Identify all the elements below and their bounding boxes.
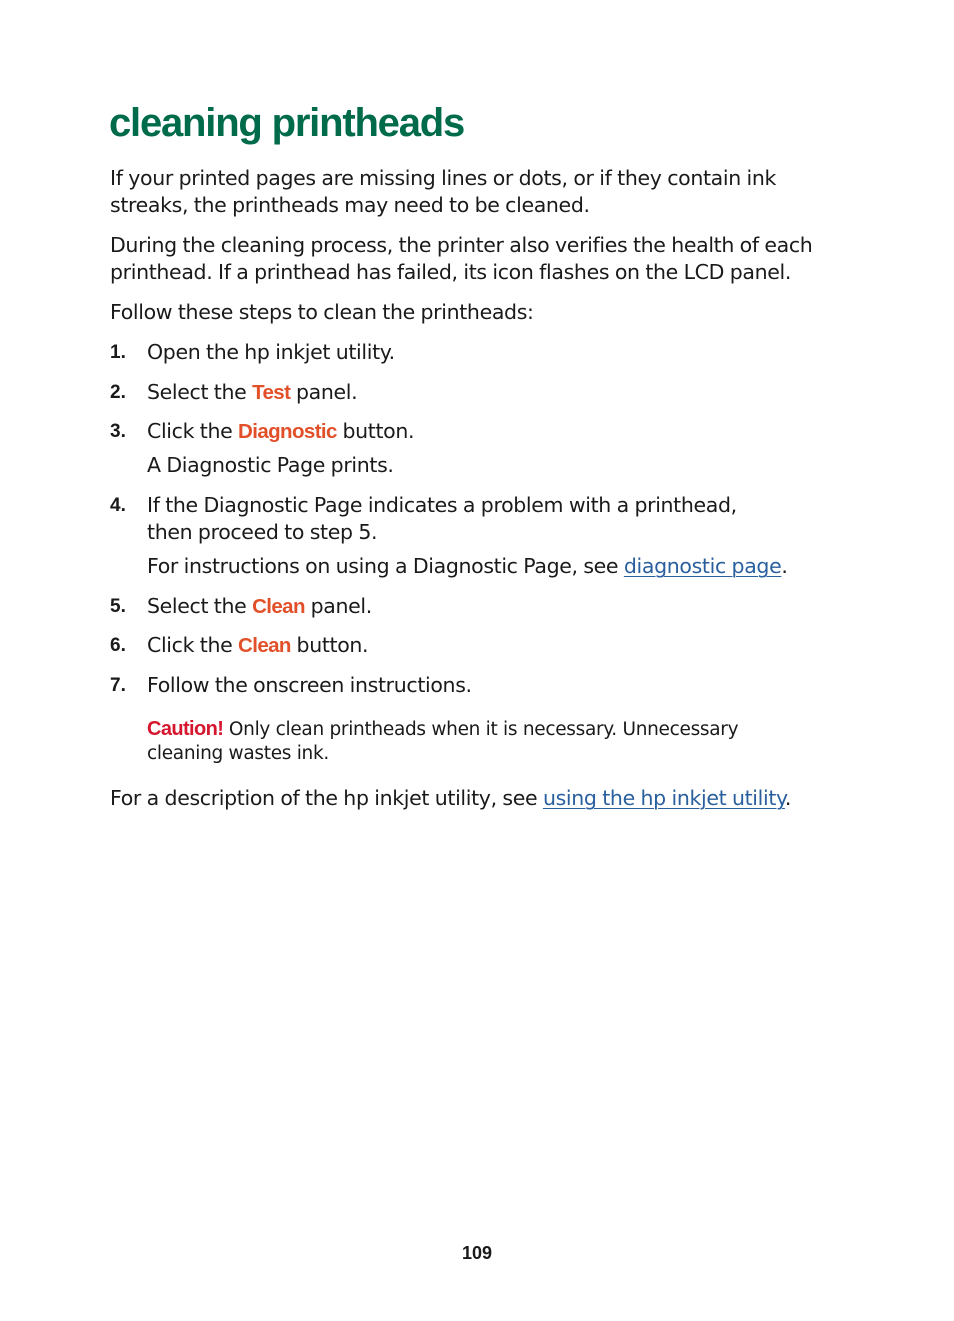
step-5-text	[147, 593, 837, 620]
page-title: cleaning printheads	[109, 101, 465, 145]
caution-text: Only clean printheads when it is necessary. Unnecessary cleaning wastes ink.	[147, 719, 739, 764]
step-3-number: 3.	[110, 421, 126, 442]
step-6-text	[147, 632, 837, 659]
utility-description-before: For a description of the hp inkjet utility, see	[110, 786, 543, 810]
step-5-text-after: panel.	[304, 594, 372, 618]
step-2-text-after: panel.	[290, 380, 358, 404]
step-4-note-before: For instructions on using a Diagnostic Page, see	[147, 554, 624, 578]
using-hp-inkjet-utility-link[interactable]: using the hp inkjet utility	[542, 786, 785, 810]
step-1-number: 1.	[110, 342, 126, 363]
diagnostic-page-link[interactable]: diagnostic page	[623, 554, 782, 578]
step-4-note	[147, 553, 837, 580]
step-3-note: A Diagnostic Page prints.	[147, 453, 394, 477]
step-4-text: If the Diagnostic Page indicates a problem with a printhead, then proceed to step 5.	[147, 493, 737, 544]
step-2-number: 2.	[110, 382, 126, 403]
step-1-text: Open the hp inkjet utility.	[147, 340, 395, 364]
step-7-number: 7.	[110, 675, 126, 696]
step-4-number: 4.	[110, 495, 126, 516]
intro-paragraph-3: Follow these steps to clean the printheads:	[110, 300, 534, 324]
caution-note	[147, 717, 787, 766]
test-panel-term: Test	[252, 381, 291, 404]
step-5-text-before: Select the	[147, 594, 253, 618]
clean-panel-term: Clean	[252, 595, 305, 618]
step-4-note-after: .	[781, 554, 788, 578]
intro-paragraph-1: If your printed pages are missing lines or dots, or if they contain ink streaks, the printheads may need to be cleaned.	[110, 166, 777, 217]
utility-description-after: .	[784, 786, 792, 810]
step-6-text-after: button.	[290, 633, 369, 657]
step-3-text	[147, 418, 837, 445]
step-5-number: 5.	[110, 596, 126, 617]
step-6-number: 6.	[110, 635, 126, 656]
intro-paragraph-2: During the cleaning process, the printer also verifies the health of each printhead. If a printhead has failed, its icon flashes on the LCD panel.	[110, 233, 813, 284]
diagnostic-button-term: Diagnostic	[238, 420, 337, 443]
step-3-text-before: Click the	[147, 419, 239, 443]
step-2-text	[147, 379, 837, 406]
page-number: 109	[461, 1243, 493, 1263]
step-3-text-after: button.	[336, 419, 415, 443]
step-6-text-before: Click the	[147, 633, 239, 657]
clean-button-term: Clean	[238, 634, 291, 657]
step-7-text: Follow the onscreen instructions.	[147, 673, 472, 697]
caution-label: Caution!	[147, 718, 224, 740]
step-2-text-before: Select the	[147, 380, 253, 404]
utility-description-paragraph	[110, 785, 850, 812]
